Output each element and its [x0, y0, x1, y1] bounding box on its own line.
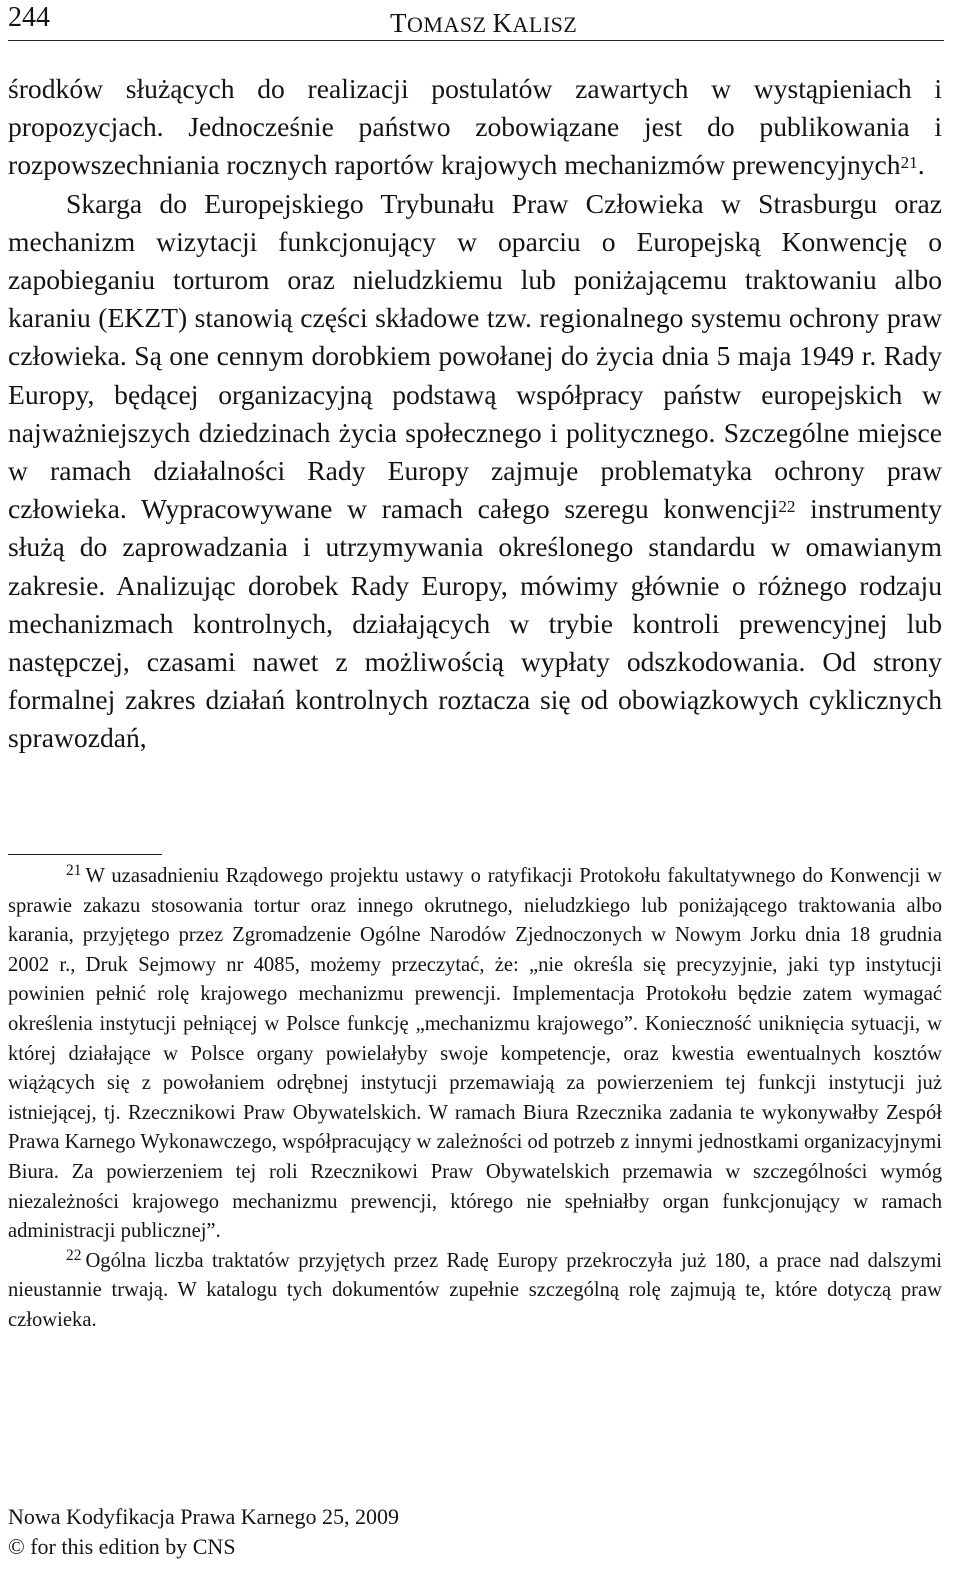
body-paragraph-1: środków służących do realizacji postulatów zawartych w wystąpieniach i propozycjach. Jednocześnie państwo zobowiązane jest do publikowania i rozpowszechniania rocznych raportów krajowych mechanizmów prewencyjnych$^{21}$. — [8, 73, 942, 181]
footnote-number: 22 — [66, 1246, 82, 1264]
body-paragraph-2: Skarga do Europejskiego Trybunału Praw Człowieka w Strasburgu oraz mechanizm wizytacji funkcjonujący w oparciu o Europejską Konwencję o zapobieganiu torturom oraz nieludzkiemu lub poniżającemu traktowaniu albo karaniu (EKZT) stanowią części składowe tzw. regionalnego systemu ochrony praw człowieka. Są one cennym dorobkiem powołanej do życia dnia 5 maja 1949 r. Rady Europy, będącej organizacyjną podstawą współpracy państw europejskich w najważniejszych dziedzinach życia społecznego i politycznego. Szczególne miejsce w ramach działalności Rady Europy zajmuje problematyka ochrony praw człowieka. Wypracowywane w ramach całego szeregu konwencji$^{22}$ instrumenty służą do zaprowadzania i utrzymywania określonego standardu w omawianym zakresie. Analizując dorobek Rady Europy, mówimy głównie o różnego rodzaju mechanizmach kontrolnych, działających w trybie kontroli prewencyjnej lub następczej, czasami nawet z możliwością wypłaty odszkodowania. Od strony formalnej zakres działań kontrolnych roztacza się od obowiązkowych cyklicznych sprawozdań, — [8, 187, 942, 754]
footnote-ref-21[interactable]: 21 — [900, 153, 918, 173]
footnote-text: Ogólna liczba traktatów przyjętych przez Radę Europy przekroczyła już 180, a prace nad dalszymi nieustannie trwają. W katalogu tych dokumentów zupełnie szczególną rolę zajmują te, które dotyczą praw człowieka. — [8, 1249, 942, 1331]
running-header — [8, 0, 944, 41]
main-text — [8, 70, 942, 758]
footnotes — [8, 862, 942, 1336]
footnote-22 — [8, 1247, 942, 1336]
footnote-ref-22[interactable]: 22 — [778, 497, 796, 517]
copyright-notice: © for this edition by CNS — [8, 1534, 236, 1559]
footnote-21 — [8, 862, 942, 1247]
page-footer — [8, 1502, 399, 1562]
footnote-number: 21 — [66, 862, 82, 880]
footnote-text: W uzasadnieniu Rządowego projektu ustawy o ratyfikacji Protokołu fakultatywnego do Konwencji w sprawie zakazu stosowania tortur oraz innego okrutnego, nieludzkiego lub poniżającego traktowania albo karania, przyjętego przez Zgromadzenie Ogólne Narodów Zjednoczonych w Nowym Jorku dnia 18 grudnia 2002 r., Druk Sejmowy nr 4085, możemy przeczytać, że: „nie określa się precyzyjnie, jaki typ instytucji powinien pełnić rolę krajowego mechanizmu prewencji. Implementacja Protokołu będzie zatem wymagać określenia instytucji pełniącej w Polsce funkcję „mechanizmu krajowego”. Konieczność uniknięcia sytuacji, w której działające w Polsce organy powielałyby swoje kompetencje, oraz kwestia ewentualnych kosztów wiążących się z powołaniem odrębnej instytucji przemawiają za powierzeniem tej funkcji instytucji już istniejącej, tj. Rzecznikowi Praw Obywatelskich. W ramach Biura Rzecznika zadania te wykonywałby Zespół Prawa Karnego Wykonawczego, współpracujący w zależności od potrzeb z innymi jednostkami organizacyjnymi Biura. Za powierzeniem tej roli Rzecznikowi Praw Obywatelskich przemawia w szczególności wymóg niezależności krajowego mechanizmu prewencji, którego nie spełniałby organ funkcjonujący w ramach administracji publicznej”. — [8, 865, 942, 1243]
page-number: 244 — [8, 2, 50, 33]
author-running-head: TOMASZ KALISZ — [390, 8, 578, 38]
journal-citation: Nowa Kodyfikacja Prawa Karnego 25, 2009 — [8, 1504, 399, 1529]
footnote-separator — [8, 854, 162, 855]
